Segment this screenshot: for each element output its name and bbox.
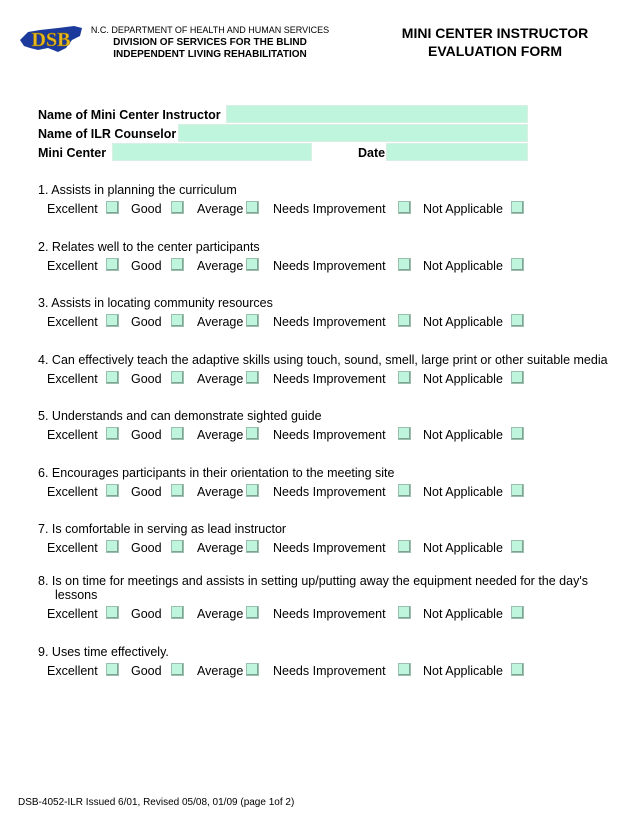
checkbox-needs-improvement[interactable]: [398, 606, 411, 619]
rating-label-average: Average: [197, 485, 244, 499]
date-label: Date: [358, 146, 386, 160]
criterion-9-ratings: [47, 664, 607, 680]
checkbox-average[interactable]: [246, 427, 259, 440]
checkbox-excellent[interactable]: [106, 427, 119, 440]
criterion-statement: Can effectively teach the adaptive skills using touch, sound, smell, large print or other suitable media: [51, 353, 608, 367]
instructor-name-field[interactable]: [226, 105, 528, 123]
checkbox-needs-improvement[interactable]: [398, 427, 411, 440]
criterion-2-ratings: [47, 259, 607, 275]
rating-label-needs-improvement: Needs Improvement: [273, 607, 386, 621]
criterion-1-text: [38, 183, 237, 197]
checkbox-excellent[interactable]: [106, 606, 119, 619]
criterion-4-text: [38, 353, 608, 367]
checkbox-good[interactable]: [171, 371, 184, 384]
checkbox-good[interactable]: [171, 663, 184, 676]
rating-label-excellent: Excellent: [47, 607, 98, 621]
form-title-line1: MINI CENTER INSTRUCTOR: [401, 25, 589, 41]
criterion-8-ratings: [47, 607, 607, 623]
criterion-statement: Assists in planning the curriculum: [51, 183, 237, 197]
criterion-5-line1: [38, 409, 322, 423]
rating-label-not-applicable: Not Applicable: [423, 541, 503, 555]
criterion-9-line1: [38, 645, 169, 659]
checkbox-not-applicable[interactable]: [511, 201, 524, 214]
criterion-statement: Understands and can demonstrate sighted guide: [51, 409, 322, 423]
checkbox-excellent[interactable]: [106, 314, 119, 327]
checkbox-average[interactable]: [246, 314, 259, 327]
rating-label-good: Good: [131, 202, 162, 216]
checkbox-needs-improvement[interactable]: [398, 540, 411, 553]
rating-label-average: Average: [197, 202, 244, 216]
criterion-7-text: [38, 522, 286, 536]
checkbox-average[interactable]: [246, 540, 259, 553]
criterion-number: 9.: [38, 645, 49, 659]
svg-text:DSB: DSB: [31, 29, 71, 51]
checkbox-excellent[interactable]: [106, 484, 119, 497]
checkbox-good[interactable]: [171, 314, 184, 327]
rating-label-not-applicable: Not Applicable: [423, 607, 503, 621]
rating-label-average: Average: [197, 541, 244, 555]
checkbox-needs-improvement[interactable]: [398, 201, 411, 214]
rating-label-excellent: Excellent: [47, 428, 98, 442]
date-field[interactable]: [386, 143, 528, 161]
criterion-4-line1: [38, 353, 608, 367]
rating-label-average: Average: [197, 372, 244, 386]
checkbox-not-applicable[interactable]: [511, 371, 524, 384]
rating-label-average: Average: [197, 315, 244, 329]
criterion-8-text: [38, 574, 588, 602]
checkbox-average[interactable]: [246, 606, 259, 619]
criterion-8-line1: [38, 574, 588, 588]
checkbox-not-applicable[interactable]: [511, 314, 524, 327]
criterion-statement-continued: lessons: [55, 588, 98, 602]
instructor-name-label: Name of Mini Center Instructor: [38, 108, 221, 122]
checkbox-average[interactable]: [246, 201, 259, 214]
criterion-4-ratings: [47, 372, 607, 388]
checkbox-good[interactable]: [171, 540, 184, 553]
criterion-1-line1: [38, 183, 237, 197]
form-title-line2: EVALUATION FORM: [427, 43, 563, 59]
ilr-counselor-field[interactable]: [178, 124, 528, 142]
checkbox-good[interactable]: [171, 427, 184, 440]
mini-center-field[interactable]: [112, 143, 312, 161]
criterion-3-ratings: [47, 315, 607, 331]
criterion-5-text: [38, 409, 322, 423]
rating-label-good: Good: [131, 259, 162, 273]
checkbox-average[interactable]: [246, 663, 259, 676]
checkbox-excellent[interactable]: [106, 258, 119, 271]
form-footer: DSB-4052-ILR Issued 6/01, Revised 05/08, 01/09 (page 1of 2): [18, 797, 295, 808]
criterion-number: 3.: [38, 296, 49, 310]
rating-label-needs-improvement: Needs Improvement: [273, 664, 386, 678]
criterion-number: 1.: [38, 183, 49, 197]
rating-label-excellent: Excellent: [47, 541, 98, 555]
rating-label-good: Good: [131, 428, 162, 442]
rating-label-average: Average: [197, 428, 244, 442]
criterion-9-text: [38, 645, 169, 659]
criterion-6-text: [38, 466, 394, 480]
criterion-number: 2.: [38, 240, 49, 254]
rating-label-excellent: Excellent: [47, 315, 98, 329]
checkbox-average[interactable]: [246, 258, 259, 271]
rating-label-not-applicable: Not Applicable: [423, 428, 503, 442]
rating-label-good: Good: [131, 664, 162, 678]
checkbox-needs-improvement[interactable]: [398, 484, 411, 497]
criterion-statement: Assists in locating community resources: [51, 296, 273, 310]
criterion-statement: Is on time for meetings and assists in setting up/putting away the equipment needed for the day's: [51, 574, 588, 588]
rating-label-needs-improvement: Needs Improvement: [273, 259, 386, 273]
criterion-7-line1: [38, 522, 286, 536]
agency-division: DIVISION OF SERVICES FOR THE BLIND: [113, 36, 307, 48]
criterion-statement: Encourages participants in their orientation to the meeting site: [51, 466, 395, 480]
rating-label-excellent: Excellent: [47, 372, 98, 386]
rating-label-good: Good: [131, 607, 162, 621]
checkbox-not-applicable[interactable]: [511, 540, 524, 553]
dsb-logo: [18, 22, 84, 58]
rating-label-not-applicable: Not Applicable: [423, 372, 503, 386]
form-title: [380, 24, 610, 60]
criterion-6-line1: [38, 466, 394, 480]
checkbox-needs-improvement[interactable]: [398, 258, 411, 271]
criterion-number: 4.: [38, 353, 49, 367]
agency-block: [90, 24, 330, 62]
criterion-2-line1: [38, 240, 260, 254]
rating-label-excellent: Excellent: [47, 202, 98, 216]
criterion-5-ratings: [47, 428, 607, 444]
agency-program: INDEPENDENT LIVING REHABILITATION: [113, 49, 307, 60]
rating-label-needs-improvement: Needs Improvement: [273, 428, 386, 442]
criterion-6-ratings: [47, 485, 607, 501]
criterion-7-ratings: [47, 541, 607, 557]
rating-label-not-applicable: Not Applicable: [423, 485, 503, 499]
checkbox-good[interactable]: [171, 606, 184, 619]
criterion-3-line1: [38, 296, 273, 310]
criterion-statement: Uses time effectively.: [51, 645, 169, 659]
rating-label-not-applicable: Not Applicable: [423, 259, 503, 273]
rating-label-needs-improvement: Needs Improvement: [273, 541, 386, 555]
rating-label-excellent: Excellent: [47, 664, 98, 678]
checkbox-needs-improvement[interactable]: [398, 314, 411, 327]
criterion-number: 6.: [38, 466, 49, 480]
criterion-number: 8.: [38, 574, 49, 588]
checkbox-not-applicable[interactable]: [511, 606, 524, 619]
rating-label-average: Average: [197, 664, 244, 678]
rating-label-average: Average: [197, 259, 244, 273]
rating-label-not-applicable: Not Applicable: [423, 315, 503, 329]
mini-center-label: Mini Center: [38, 146, 107, 160]
criterion-2-text: [38, 240, 260, 254]
rating-label-good: Good: [131, 372, 162, 386]
criterion-statement: Is comfortable in serving as lead instructor: [51, 522, 287, 536]
checkbox-good[interactable]: [171, 258, 184, 271]
rating-label-average: Average: [197, 607, 244, 621]
agency-department: N.C. DEPARTMENT OF HEALTH AND HUMAN SERVICES: [90, 25, 330, 35]
criterion-3-text: [38, 296, 273, 310]
criterion-1-ratings: [47, 202, 607, 218]
rating-label-not-applicable: Not Applicable: [423, 664, 503, 678]
checkbox-not-applicable[interactable]: [511, 484, 524, 497]
rating-label-good: Good: [131, 485, 162, 499]
rating-label-needs-improvement: Needs Improvement: [273, 202, 386, 216]
checkbox-excellent[interactable]: [106, 663, 119, 676]
checkbox-excellent[interactable]: [106, 371, 119, 384]
rating-label-needs-improvement: Needs Improvement: [273, 372, 386, 386]
criterion-statement: Relates well to the center participants: [51, 240, 260, 254]
rating-label-not-applicable: Not Applicable: [423, 202, 503, 216]
checkbox-needs-improvement[interactable]: [398, 371, 411, 384]
ilr-counselor-label: Name of ILR Counselor: [38, 127, 177, 141]
rating-label-good: Good: [131, 541, 162, 555]
rating-label-excellent: Excellent: [47, 485, 98, 499]
checkbox-not-applicable[interactable]: [511, 427, 524, 440]
criterion-number: 5.: [38, 409, 49, 423]
checkbox-excellent[interactable]: [106, 201, 119, 214]
checkbox-excellent[interactable]: [106, 540, 119, 553]
rating-label-needs-improvement: Needs Improvement: [273, 315, 386, 329]
checkbox-average[interactable]: [246, 371, 259, 384]
checkbox-needs-improvement[interactable]: [398, 663, 411, 676]
checkbox-good[interactable]: [171, 484, 184, 497]
checkbox-not-applicable[interactable]: [511, 258, 524, 271]
checkbox-average[interactable]: [246, 484, 259, 497]
checkbox-good[interactable]: [171, 201, 184, 214]
rating-label-excellent: Excellent: [47, 259, 98, 273]
rating-label-good: Good: [131, 315, 162, 329]
rating-label-needs-improvement: Needs Improvement: [273, 485, 386, 499]
checkbox-not-applicable[interactable]: [511, 663, 524, 676]
criterion-number: 7.: [38, 522, 49, 536]
